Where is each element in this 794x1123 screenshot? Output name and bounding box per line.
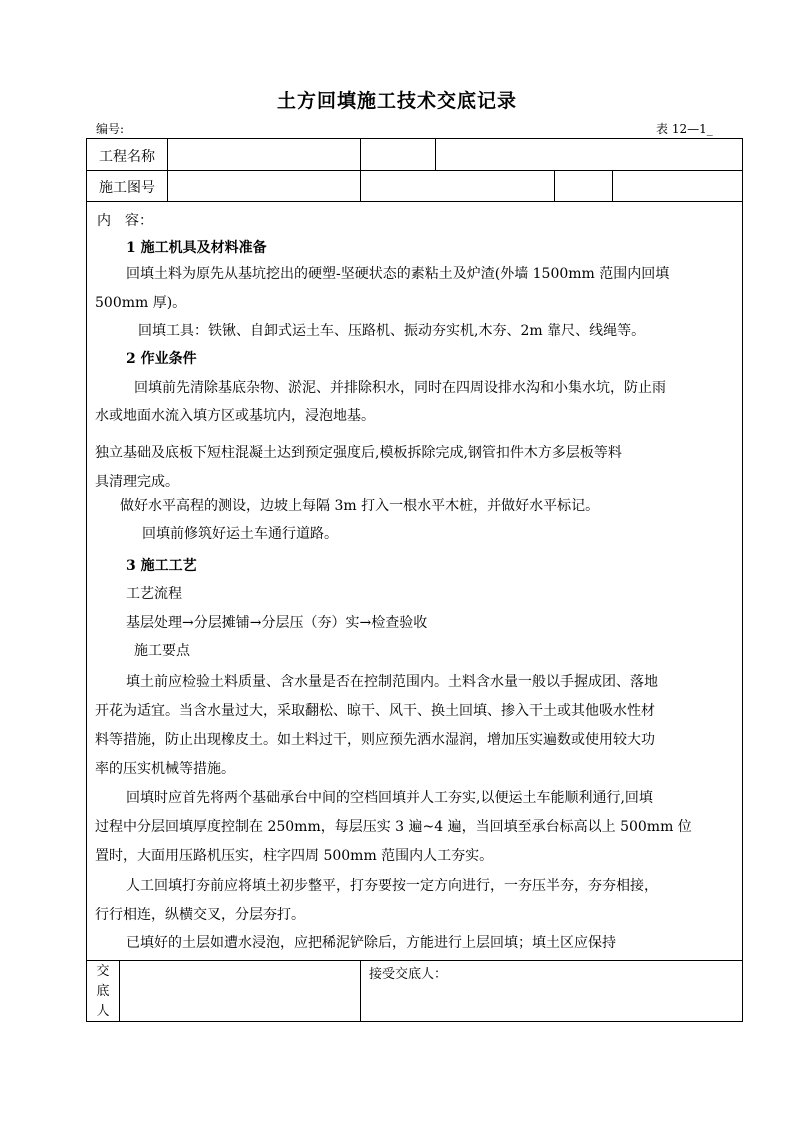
drawing-number-label: 施工图号 <box>99 180 155 196</box>
content-line: 过程中分层回填厚度控制在 250mm，每层压实 3 遍~4 遍，当回填至承台标高以上 500mm 位 <box>95 819 692 835</box>
section-heading: 2 作业条件 <box>126 351 197 367</box>
row-divider <box>87 170 742 171</box>
column-divider <box>119 960 120 1022</box>
content-line: 工艺流程 <box>126 586 182 602</box>
content-line: 回填前先清除基底杂物、淤泥、并排除积水，同时在四周设排水沟和小集水坑，防止雨 <box>134 380 666 396</box>
handover-char: 底 <box>96 984 110 999</box>
section-heading: 3 施工工艺 <box>126 558 197 574</box>
content-line: 料等措施，防止出现橡皮土。如土料过干，则应预先洒水湿润，增加压实遍数或使用较大功 <box>95 732 655 748</box>
content-line: 回填工具：铁锹、自卸式运土车、压路机、振动夯实机,木夯、2m 靠尺、线绳等。 <box>138 323 646 339</box>
content-line: 回填前修筑好运土车通行道路。 <box>142 526 338 542</box>
section-heading: 1 施工机具及材料准备 <box>126 240 267 256</box>
project-name-label: 工程名称 <box>99 149 155 165</box>
column-divider <box>554 170 555 201</box>
column-divider <box>612 170 613 201</box>
content-line: 做好水平高程的测设，边坡上每隔 3m 打入一根水平木桩，并做好水平标记。 <box>120 498 600 514</box>
content-line: 开花为适宜。当含水量过大，采取翻松、晾干、风干、换土回填、掺入干土或其他吸水性材 <box>95 703 655 719</box>
column-divider <box>435 139 436 170</box>
receiver-label: 接受交底人： <box>369 967 448 982</box>
content-line: 填土前应检验土料质量、含水量是否在控制范围内。土料含水量一般以手握成团、落地 <box>126 674 658 690</box>
handover-char: 人 <box>96 1004 110 1019</box>
content-line: 500mm 厚)。 <box>95 295 187 311</box>
record-table <box>86 138 743 1022</box>
content-line: 回填时应首先将两个基础承台中间的空档回填并人工夯实,以便运土车能顺利通行,回填 <box>126 790 653 806</box>
handover-char: 交 <box>96 964 110 979</box>
form-number: 表 12—1_ <box>656 122 713 136</box>
content-line: 已填好的土层如遭水浸泡，应把稀泥铲除后，方能进行上层回填；填土区应保持 <box>126 935 616 951</box>
page-title: 土方回填施工技术交底记录 <box>276 90 517 112</box>
serial-number-label: 编号: <box>96 122 125 136</box>
column-divider <box>167 139 168 201</box>
content-line: 独立基础及底板下短柱混凝土达到预定强度后,模板拆除完成,钢管扣件木方多层板等料 <box>95 445 622 461</box>
content-line: 人工回填打夯前应将填土初步整平，打夯要按一定方向进行，一夯压半夯，夯夯相接， <box>126 878 658 894</box>
handover-person-label <box>87 962 119 1022</box>
content-line: 基层处理→分层摊铺→分层压（夯）实→检查验收 <box>126 615 428 631</box>
content-line: 行行相连，纵横交叉，分层夯打。 <box>95 907 305 923</box>
content-line: 具清理完成。 <box>95 474 179 490</box>
column-divider <box>360 139 361 201</box>
row-divider <box>87 960 742 961</box>
content-line: 置时，大面用压路机压实，柱字四周 500mm 范围内人工夯实。 <box>95 848 494 864</box>
content-line: 水或地面水流入填方区或基坑内，浸泡地基。 <box>95 408 375 424</box>
content-line: 回填土料为原先从基坑挖出的硬塑-坚硬状态的素粘土及炉渣(外墙 1500mm 范围内回填 <box>126 266 670 282</box>
column-divider <box>360 960 361 1022</box>
content-line: 率的压实机械等措施。 <box>95 761 235 777</box>
row-divider <box>87 201 742 202</box>
content-label: 内 容： <box>97 213 153 229</box>
content-line: 施工要点 <box>134 643 190 659</box>
